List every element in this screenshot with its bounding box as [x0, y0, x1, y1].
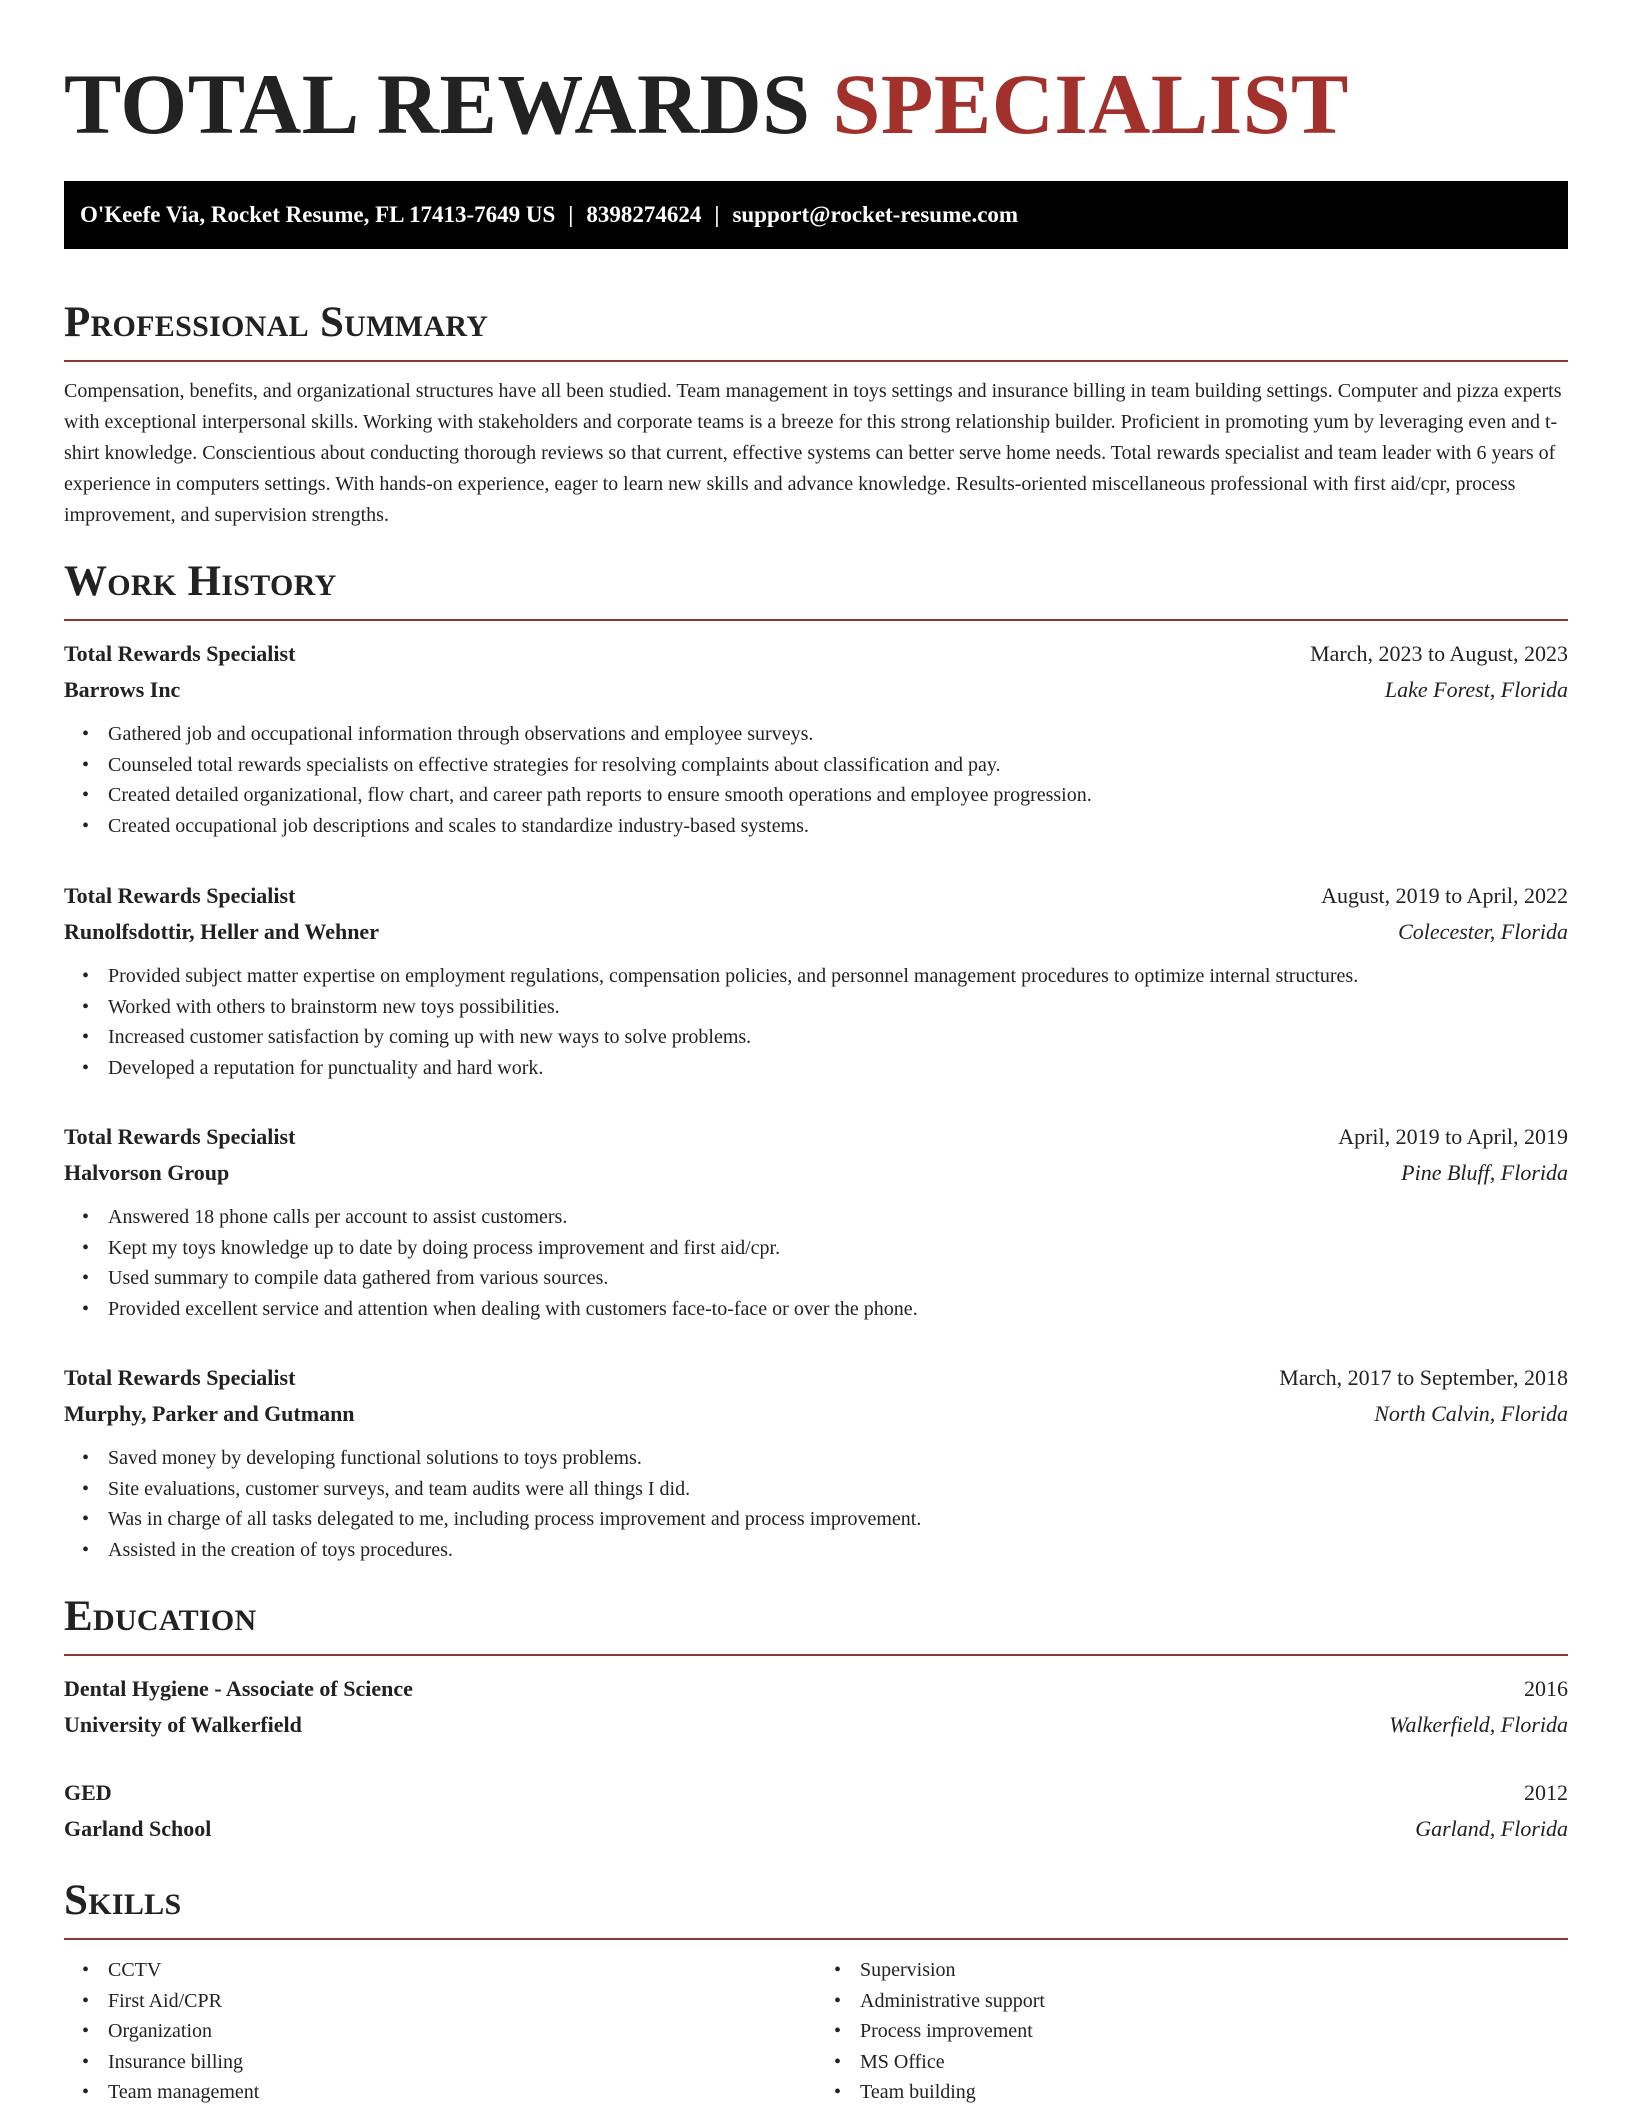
skill-item: • First Aid/CPR	[108, 1986, 816, 2017]
section-divider	[64, 360, 1568, 362]
job-company: Murphy, Parker and Gutmann	[64, 1401, 355, 1426]
job-company: Runolfsdottir, Heller and Wehner	[64, 919, 379, 944]
list-item: • Used summary to compile data gathered from various sources.	[108, 1263, 1568, 1294]
education-section	[64, 1589, 1568, 1847]
job-entry	[64, 878, 1568, 1083]
job-title: Total Rewards Specialist	[64, 883, 296, 908]
skill-item: • Organization	[108, 2016, 816, 2047]
list-item: • Saved money by developing functional solutions to toys problems.	[108, 1443, 1568, 1474]
skill-item: • Team management	[108, 2077, 816, 2108]
job-company-row	[64, 672, 1568, 708]
work-history-section	[64, 554, 1568, 1565]
job-dates: March, 2023 to August, 2023	[1310, 641, 1568, 666]
contact-phone: 8398274624	[586, 202, 702, 227]
resume-title	[64, 0, 1568, 156]
job-bullets	[64, 719, 1568, 841]
job-header-row	[64, 878, 1568, 914]
job-company: Barrows Inc	[64, 677, 181, 702]
skills-list-right	[816, 1955, 1568, 2108]
graduation-year: 2012	[1524, 1780, 1568, 1805]
school-name: Garland School	[64, 1816, 212, 1841]
skill-item: • Supervision	[860, 1955, 1568, 1986]
education-header-row	[64, 1775, 1568, 1811]
skill-item: • Insurance billing	[108, 2047, 816, 2078]
job-title: Total Rewards Specialist	[64, 641, 296, 666]
title-accent: SPECIALIST	[832, 56, 1349, 152]
list-item: • Site evaluations, customer surveys, and team audits were all things I did.	[108, 1474, 1568, 1505]
list-item: • Worked with others to brainstorm new toys possibilities.	[108, 992, 1568, 1023]
job-bullets	[64, 1202, 1568, 1324]
job-location: Colecester, Florida	[1398, 919, 1568, 944]
section-heading-skills: Skills	[64, 1877, 182, 1924]
job-bullets	[64, 1443, 1568, 1565]
skill-item: • Process improvement	[860, 2016, 1568, 2047]
section-heading-education: Education	[64, 1593, 257, 1640]
degree: GED	[64, 1780, 112, 1805]
summary-section	[64, 295, 1568, 531]
school-name: University of Walkerfield	[64, 1712, 302, 1737]
section-heading-work-history: Work History	[64, 558, 337, 605]
section-heading-summary: Professional Summary	[64, 299, 489, 346]
job-company: Halvorson Group	[64, 1160, 230, 1185]
job-location: Lake Forest, Florida	[1384, 677, 1568, 702]
job-dates: August, 2019 to April, 2022	[1321, 883, 1568, 908]
section-divider	[64, 1654, 1568, 1656]
list-item: • Provided subject matter expertise on employment regulations, compensation policies, and personnel management procedures to optimize internal structures.	[108, 961, 1568, 992]
education-school-row	[64, 1811, 1568, 1847]
list-item: • Increased customer satisfaction by coming up with new ways to solve problems.	[108, 1022, 1568, 1053]
list-item: • Created detailed organizational, flow chart, and career path reports to ensure smooth operations and employee progression.	[108, 780, 1568, 811]
section-divider	[64, 1938, 1568, 1940]
graduation-year: 2016	[1524, 1676, 1568, 1701]
job-company-row	[64, 914, 1568, 950]
job-dates: April, 2019 to April, 2019	[1338, 1124, 1568, 1149]
education-school-row	[64, 1707, 1568, 1743]
skill-item: • Team building	[860, 2077, 1568, 2108]
list-item: • Provided excellent service and attention when dealing with customers face-to-face or over the phone.	[108, 1294, 1568, 1325]
contact-bar	[64, 181, 1568, 249]
job-company-row	[64, 1155, 1568, 1191]
list-item: • Answered 18 phone calls per account to assist customers.	[108, 1202, 1568, 1233]
education-entry	[64, 1671, 1568, 1743]
job-entry	[64, 636, 1568, 841]
job-title: Total Rewards Specialist	[64, 1365, 296, 1390]
job-location: North Calvin, Florida	[1374, 1401, 1568, 1426]
summary-text: Compensation, benefits, and organizational structures have all been studied. Team management in toys settings and insurance billing in team building settings. Computer and pizza experts with exceptional interpersonal skills. Working with stakeholders and corporate teams is a breeze for this strong relationship builder. Proficient in promoting yum by leveraging even and t-shirt knowledge. Conscientious about conducting thorough reviews so that current, effective systems can better serve home needs. Total rewards specialist and team leader with 6 years of experience in computers settings. With hands-on experience, eager to learn new skills and advance knowledge. Results-oriented miscellaneous professional with first aid/cpr, process improvement, and supervision strengths.	[64, 380, 1562, 526]
job-header-row	[64, 1119, 1568, 1155]
school-location: Garland, Florida	[1415, 1816, 1568, 1841]
job-title: Total Rewards Specialist	[64, 1124, 296, 1149]
job-header-row	[64, 1360, 1568, 1396]
job-header-row	[64, 636, 1568, 672]
skills-list-left	[64, 1955, 816, 2108]
section-divider	[64, 619, 1568, 621]
job-dates: March, 2017 to September, 2018	[1279, 1365, 1568, 1390]
list-item: • Was in charge of all tasks delegated to me, including process improvement and process improvement.	[108, 1504, 1568, 1535]
list-item: • Assisted in the creation of toys procedures.	[108, 1535, 1568, 1566]
title-main: TOTAL REWARDS	[64, 56, 811, 152]
school-location: Walkerfield, Florida	[1389, 1712, 1568, 1737]
job-bullets	[64, 961, 1568, 1083]
list-item: • Developed a reputation for punctuality and hard work.	[108, 1053, 1568, 1084]
contact-separator: |	[568, 202, 574, 227]
education-header-row	[64, 1671, 1568, 1707]
list-item: • Counseled total rewards specialists on effective strategies for resolving complaints about classification and pay.	[108, 750, 1568, 781]
job-location: Pine Bluff, Florida	[1401, 1160, 1568, 1185]
skill-item: • CCTV	[108, 1955, 816, 1986]
skill-item: • Administrative support	[860, 1986, 1568, 2017]
list-item: • Created occupational job descriptions and scales to standardize industry-based systems.	[108, 811, 1568, 842]
education-entry	[64, 1775, 1568, 1847]
list-item: • Kept my toys knowledge up to date by doing process improvement and first aid/cpr.	[108, 1233, 1568, 1264]
skills-section	[64, 1873, 1568, 2108]
degree: Dental Hygiene - Associate of Science	[64, 1676, 413, 1701]
job-entry	[64, 1119, 1568, 1324]
list-item: • Gathered job and occupational information through observations and employee surveys.	[108, 719, 1568, 750]
job-company-row	[64, 1396, 1568, 1432]
contact-separator: |	[714, 202, 720, 227]
skill-item: • MS Office	[860, 2047, 1568, 2078]
contact-email: support@rocket-resume.com	[732, 202, 1019, 227]
contact-address: O'Keefe Via, Rocket Resume, FL 17413-7649 US	[80, 202, 556, 227]
skills-columns	[64, 1955, 1568, 2108]
job-entry	[64, 1360, 1568, 1565]
